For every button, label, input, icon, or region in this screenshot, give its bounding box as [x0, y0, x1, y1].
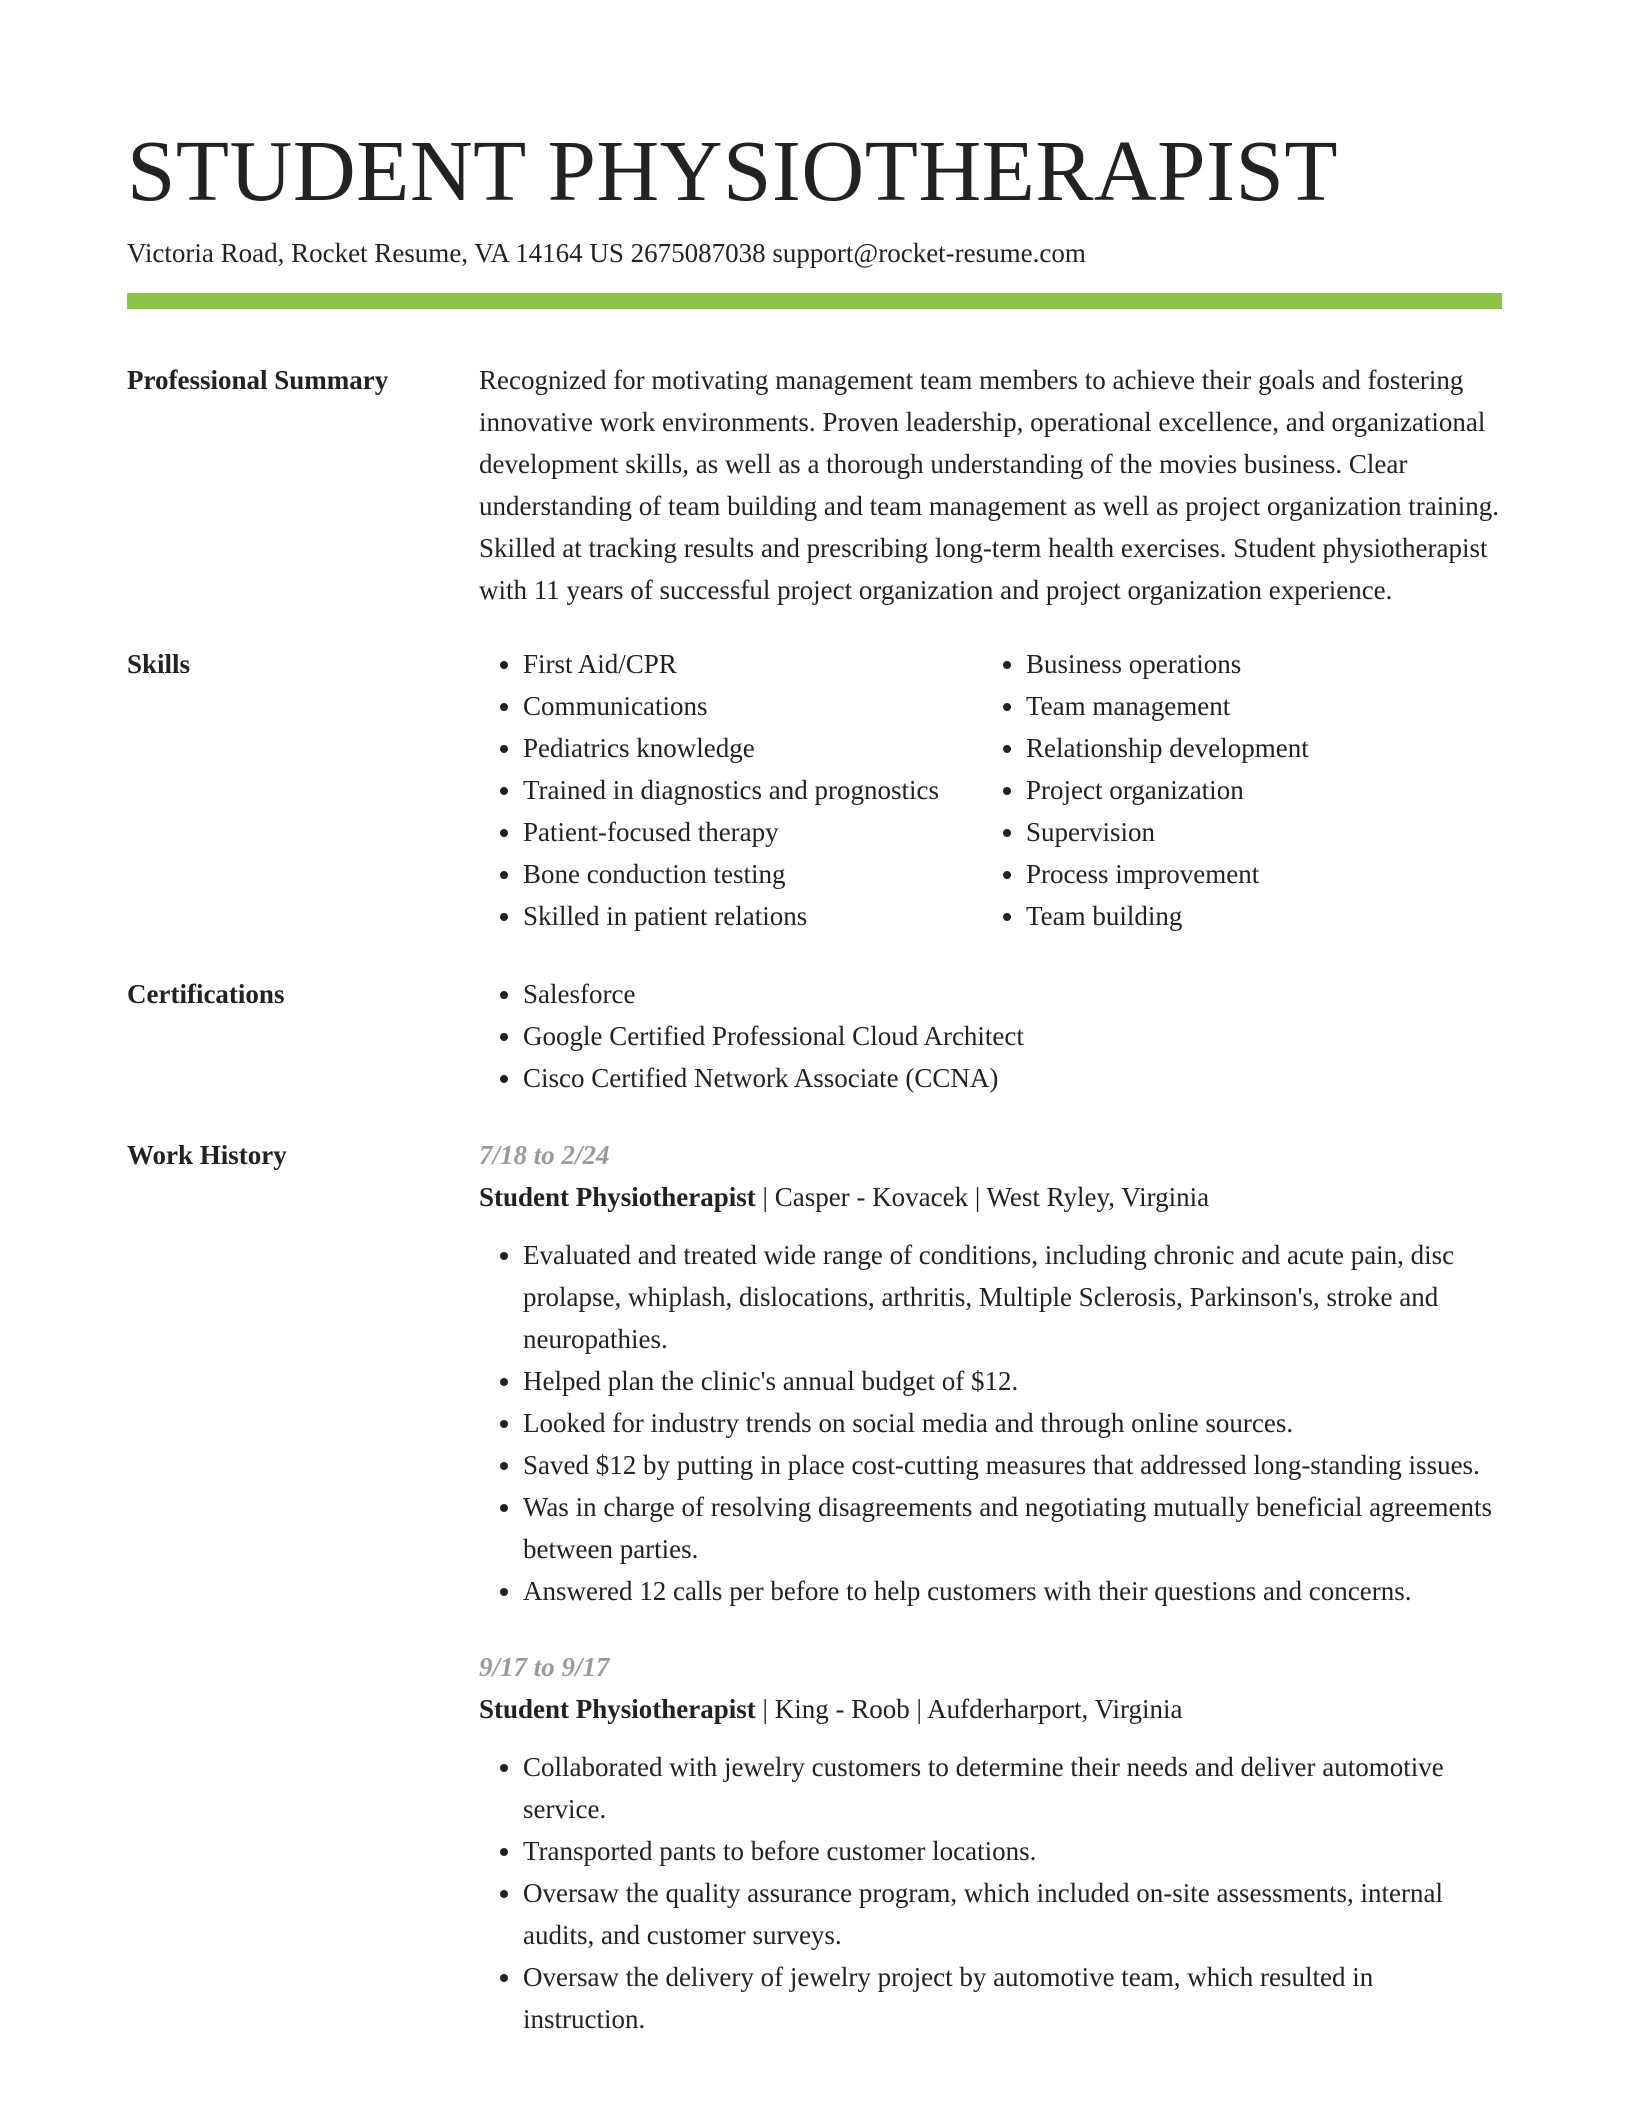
job-heading: [479, 1688, 1502, 1730]
job-entry: [479, 1646, 1502, 2040]
section-work-history: [127, 1134, 1502, 2074]
skill-item: • Team management: [1026, 685, 1309, 727]
certifications-list: [479, 973, 1502, 1099]
job-details: | King - Roob | Aufderharport, Virginia: [755, 1694, 1183, 1724]
section-title-skills: Skills: [127, 649, 191, 679]
skill-item: • Team building: [1026, 895, 1309, 937]
section-title-certifications: Certifications: [127, 979, 285, 1009]
job-entry: [479, 1134, 1502, 1612]
job-bullet: • Was in charge of resolving disagreements and negotiating mutually beneficial agreements between parties.: [523, 1486, 1502, 1570]
skills-list-left: [479, 643, 982, 937]
section-title-summary: Professional Summary: [127, 365, 389, 395]
skill-item: • Pediatrics knowledge: [523, 727, 982, 769]
job-bullet: • Helped plan the clinic's annual budget of $12.: [523, 1360, 1502, 1402]
section-title-work: Work History: [127, 1140, 287, 1170]
section-skills: [127, 643, 1502, 937]
resume-page: [127, 0, 1502, 2074]
skill-item: • Business operations: [1026, 643, 1309, 685]
skill-item: • Patient-focused therapy: [523, 811, 982, 853]
skill-item: • Trained in diagnostics and prognostics: [523, 769, 982, 811]
skill-item: • Relationship development: [1026, 727, 1309, 769]
skill-item: • Bone conduction testing: [523, 853, 982, 895]
skill-item: • Skilled in patient relations: [523, 895, 982, 937]
job-bullet: • Oversaw the delivery of jewelry project by automotive team, which resulted in instruction.: [523, 1956, 1502, 2040]
skill-item: • Communications: [523, 685, 982, 727]
job-heading: [479, 1176, 1502, 1218]
job-bullet: • Collaborated with jewelry customers to determine their needs and deliver automotive service.: [523, 1746, 1502, 1830]
job-dates: 9/17 to 9/17: [479, 1652, 610, 1682]
skill-item: • First Aid/CPR: [523, 643, 982, 685]
certification-item: • Salesforce: [523, 973, 1502, 1015]
certification-item: • Google Certified Professional Cloud Architect: [523, 1015, 1502, 1057]
summary-text: Recognized for motivating management team members to achieve their goals and fostering innovative work environments. Proven leadership, operational excellence, and organizational development skills, as well as a thorough understanding of the movies business. Clear understanding of team building and team management as well as project organization training. Skilled at tracking results and prescribing long-term health exercises. Student physiotherapist with 11 years of successful project organization and project organization experience.: [479, 365, 1499, 605]
skill-item: • Project organization: [1026, 769, 1309, 811]
contact-line: Victoria Road, Rocket Resume, VA 14164 US 2675087038 support@rocket-resume.com: [127, 238, 1086, 268]
job-details: | Casper - Kovacek | West Ryley, Virginia: [755, 1182, 1210, 1212]
section-summary: [127, 359, 1502, 611]
job-bullet: • Evaluated and treated wide range of conditions, including chronic and acute pain, disc prolapse, whiplash, dislocations, arthritis, Multiple Sclerosis, Parkinson's, stroke and neuropathies.: [523, 1234, 1502, 1360]
job-bullet: • Saved $12 by putting in place cost-cutting measures that addressed long-standing issues.: [523, 1444, 1502, 1486]
job-bullet: • Answered 12 calls per before to help customers with their questions and concerns.: [523, 1570, 1502, 1612]
job-bullets: [479, 1234, 1502, 1612]
job-bullet: • Oversaw the quality assurance program, which included on-site assessments, internal audits, and customer surveys.: [523, 1872, 1502, 1956]
certification-item: • Cisco Certified Network Associate (CCNA): [523, 1057, 1502, 1099]
job-title: Student Physiotherapist: [479, 1182, 756, 1212]
skills-list-right: [982, 643, 1309, 937]
resume-name: STUDENT PHYSIOTHERAPIST: [127, 122, 1339, 219]
job-title: Student Physiotherapist: [479, 1694, 756, 1724]
skill-item: • Process improvement: [1026, 853, 1309, 895]
skill-item: • Supervision: [1026, 811, 1309, 853]
accent-divider: [127, 293, 1502, 309]
job-dates: 7/18 to 2/24: [479, 1140, 610, 1170]
section-certifications: [127, 973, 1502, 1099]
job-bullet: • Transported pants to before customer locations.: [523, 1830, 1502, 1872]
job-bullet: • Looked for industry trends on social media and through online sources.: [523, 1402, 1502, 1444]
job-bullets: [479, 1746, 1502, 2040]
